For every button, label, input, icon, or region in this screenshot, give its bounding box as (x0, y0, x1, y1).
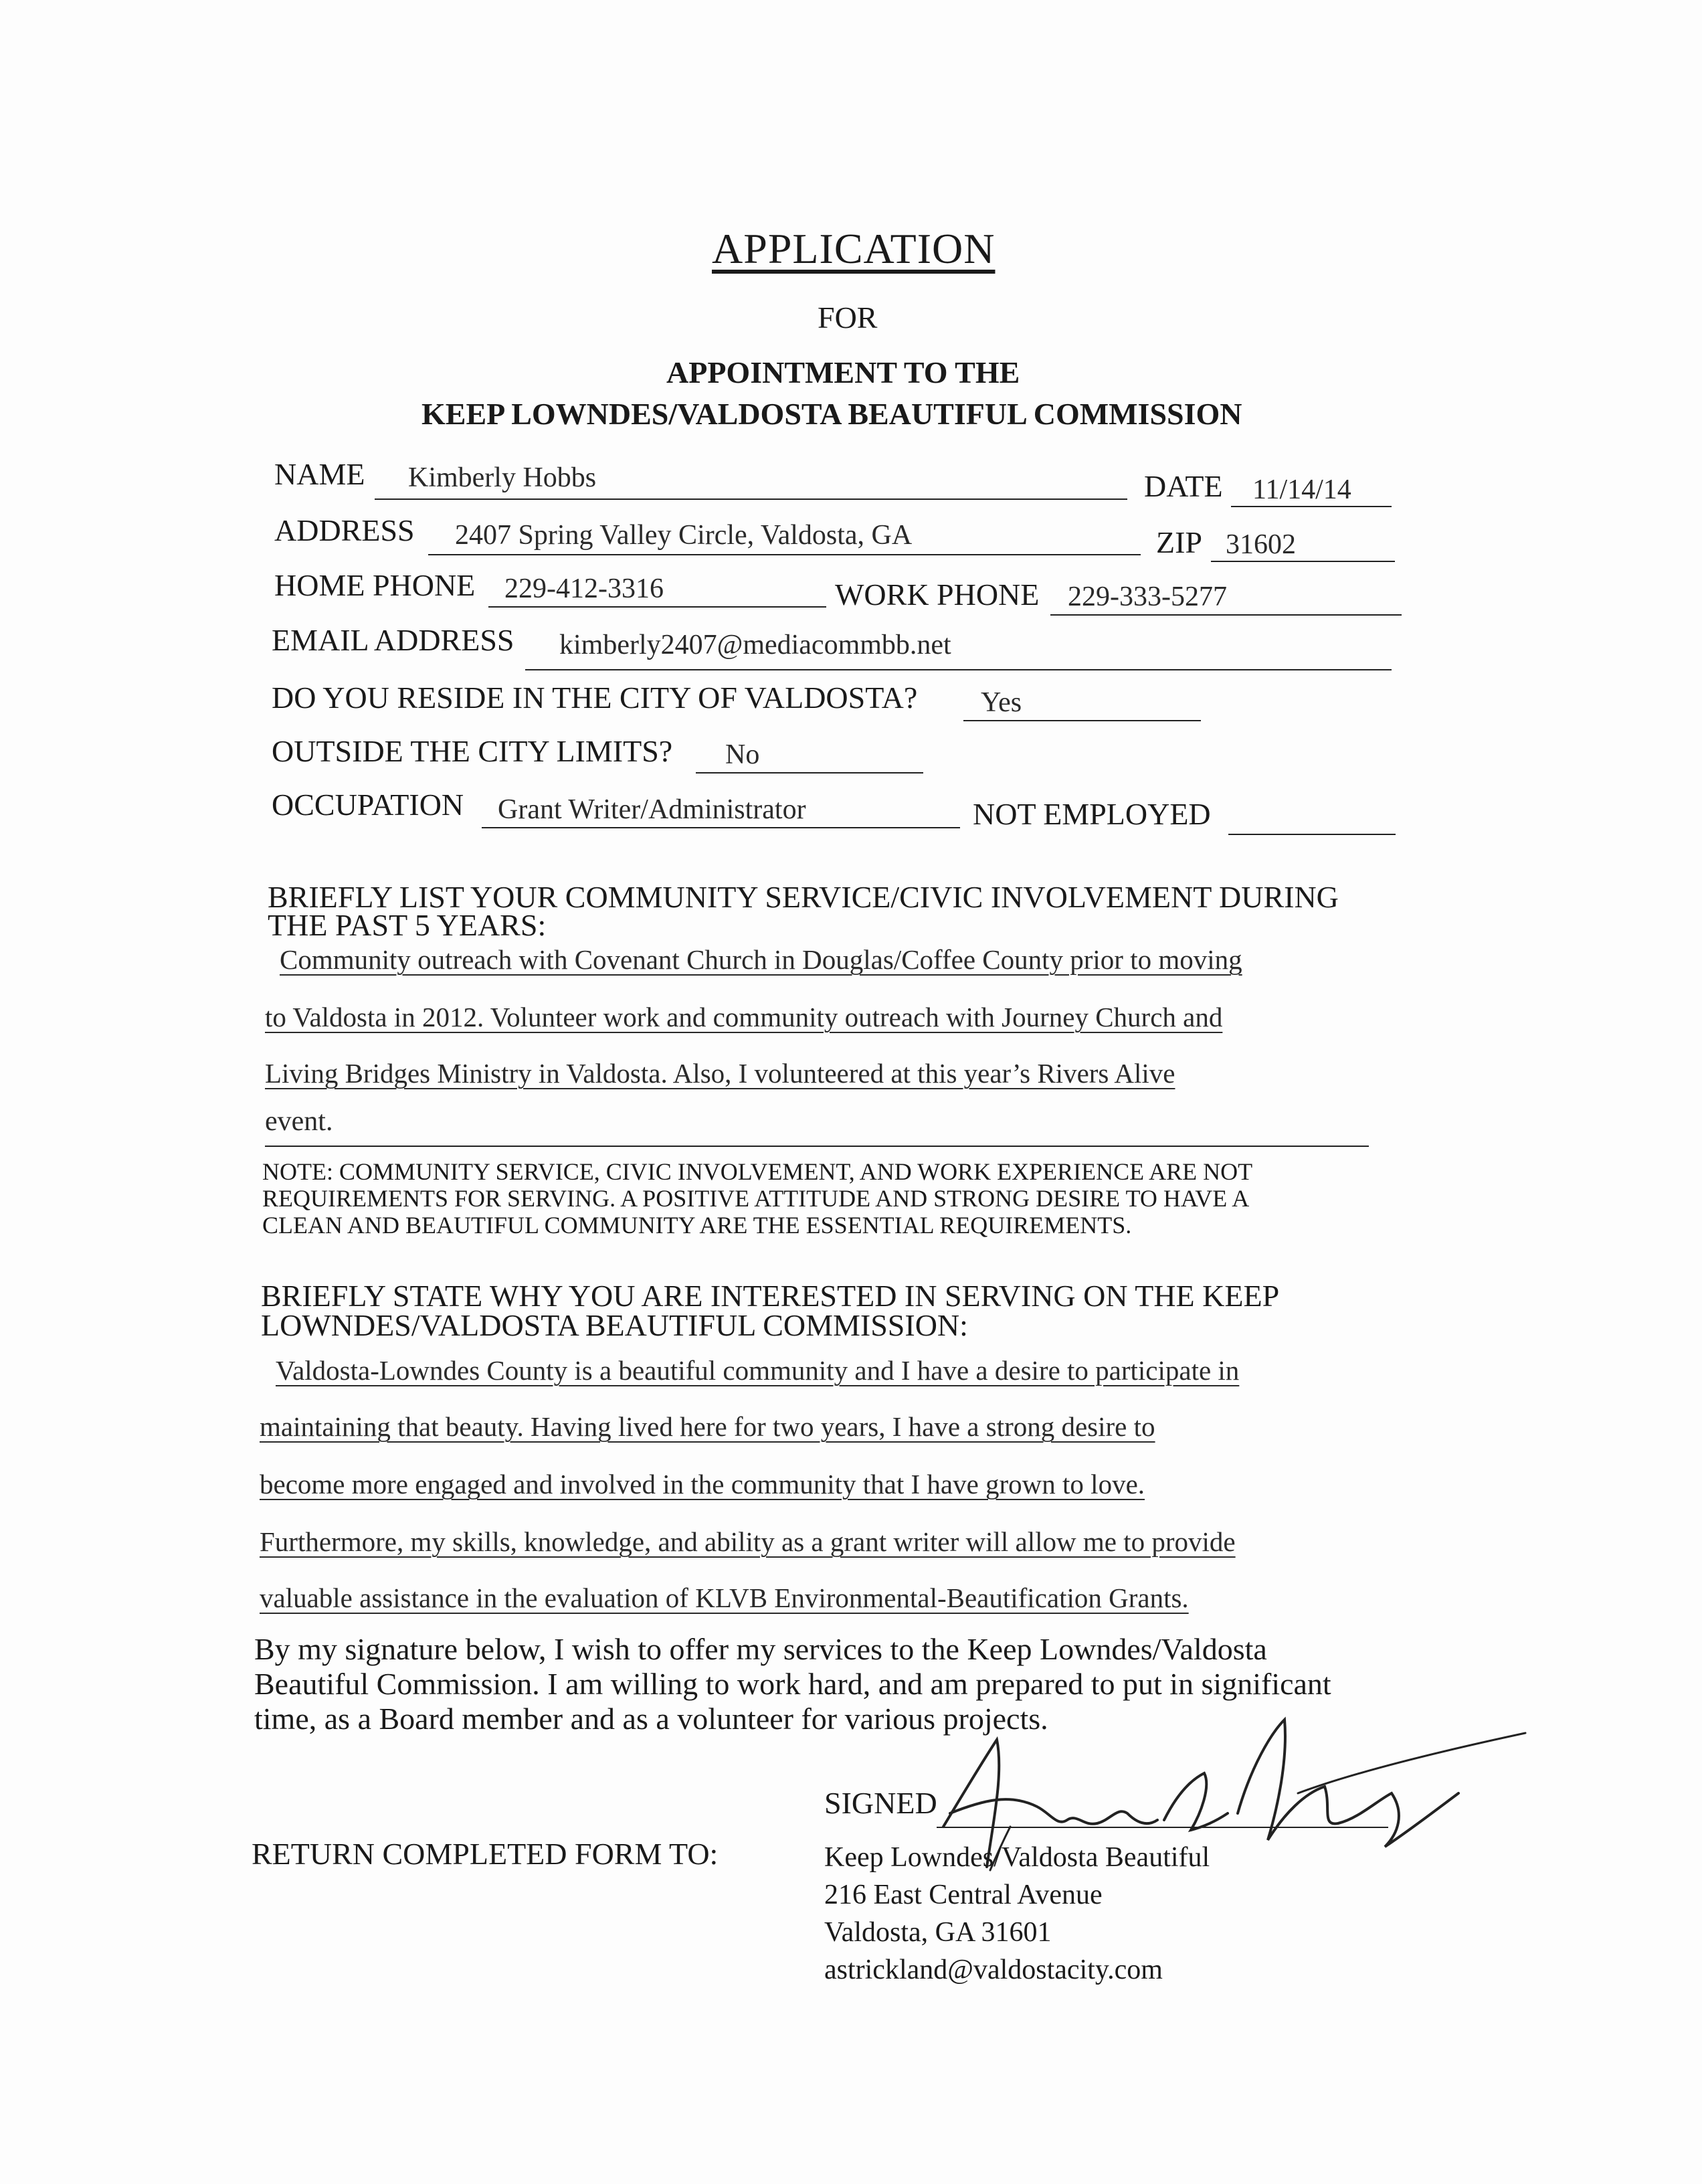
service-prompt-line1: BRIEFLY LIST YOUR COMMUNITY SERVICE/CIVIC INVOLVEMENT DURING (268, 880, 1339, 914)
return-label: RETURN COMPLETED FORM TO: (252, 1837, 719, 1871)
outside-line (696, 772, 923, 774)
not-employed-line (1228, 834, 1396, 835)
email-line (525, 669, 1392, 670)
address-value: 2407 Spring Valley Circle, Valdosta, GA (455, 520, 913, 551)
return-city: Valdosta, GA 31601 (824, 1917, 1052, 1948)
interest-answer-line3: become more engaged and involved in the community that I have grown to love. (260, 1469, 1145, 1499)
work-phone-line (1050, 614, 1402, 616)
name-label: NAME (274, 457, 365, 491)
form-heading-line2: KEEP LOWNDES/VALDOSTA BEAUTIFUL COMMISSION (421, 397, 1242, 431)
reside-label: DO YOU RESIDE IN THE CITY OF VALDOSTA? (272, 680, 918, 715)
work-phone-label: WORK PHONE (835, 577, 1040, 612)
name-value: Kimberly Hobbs (408, 462, 597, 493)
home-phone-label: HOME PHONE (274, 568, 476, 602)
zip-label: ZIP (1156, 525, 1202, 559)
reside-value: Yes (981, 687, 1022, 718)
return-street: 216 East Central Avenue (824, 1880, 1103, 1910)
interest-answer-line2: maintaining that beauty. Having lived here for two years, I have a strong desire to (260, 1411, 1155, 1442)
return-org: Keep Lowndes/Valdosta Beautiful (824, 1842, 1210, 1873)
service-answer-line4-rule (265, 1146, 1369, 1147)
date-label: DATE (1144, 469, 1223, 503)
note-line1: NOTE: COMMUNITY SERVICE, CIVIC INVOLVEMENT, AND WORK EXPERIENCE ARE NOT (262, 1158, 1253, 1185)
form-heading-line1: APPOINTMENT TO THE (666, 355, 1020, 389)
address-label: ADDRESS (274, 513, 415, 547)
occupation-value: Grant Writer/Administrator (498, 794, 806, 825)
service-answer-line2: to Valdosta in 2012. Volunteer work and community outreach with Journey Church and (265, 1002, 1223, 1032)
interest-answer-line5: valuable assistance in the evaluation of KLVB Environmental-Beautification Grants. (260, 1582, 1189, 1613)
email-value: kimberly2407@mediacommbb.net (559, 630, 951, 660)
service-answer-line1: Community outreach with Covenant Church in Douglas/Coffee County prior to moving (280, 944, 1242, 975)
interest-answer-line1: Valdosta-Lowndes County is a beautiful community and I have a desire to participate in (276, 1355, 1240, 1386)
reside-line (963, 720, 1201, 721)
zip-line (1211, 561, 1395, 562)
date-line (1231, 506, 1392, 507)
note-line2: REQUIREMENTS FOR SERVING. A POSITIVE ATTITUDE AND STRONG DESIRE TO HAVE A (262, 1185, 1250, 1212)
service-answer-line4: event. (265, 1106, 333, 1137)
return-email: astrickland@valdostacity.com (824, 1954, 1163, 1985)
outside-label: OUTSIDE THE CITY LIMITS? (272, 734, 673, 768)
home-phone-value: 229-412-3316 (504, 573, 664, 604)
occupation-label: OCCUPATION (272, 788, 464, 822)
signed-label: SIGNED (824, 1786, 937, 1820)
service-prompt-line2: THE PAST 5 YEARS: (268, 908, 547, 942)
interest-answer-line4: Furthermore, my skills, knowledge, and ability as a grant writer will allow me to provide (260, 1526, 1236, 1557)
email-label: EMAIL ADDRESS (272, 623, 514, 657)
declaration-line1: By my signature below, I wish to offer my services to the Keep Lowndes/Valdosta (254, 1632, 1267, 1666)
form-title: APPLICATION (712, 225, 996, 272)
date-value: 11/14/14 (1252, 474, 1351, 505)
work-phone-value: 229-333-5277 (1068, 581, 1227, 612)
declaration-line2: Beautiful Commission. I am willing to work hard, and am prepared to put in significant (254, 1667, 1331, 1701)
name-line (375, 498, 1127, 500)
occupation-line (482, 827, 960, 828)
interest-prompt-line1: BRIEFLY STATE WHY YOU ARE INTERESTED IN SERVING ON THE KEEP (261, 1279, 1280, 1313)
service-answer-line3: Living Bridges Ministry in Valdosta. Also, I volunteered at this year’s Rivers Alive (265, 1058, 1175, 1089)
not-employed-label: NOT EMPLOYED (973, 797, 1211, 831)
address-line (428, 554, 1141, 555)
declaration-line3: time, as a Board member and as a volunteer for various projects. (254, 1702, 1048, 1736)
form-for: FOR (818, 300, 878, 335)
zip-value: 31602 (1226, 529, 1296, 560)
note-line3: CLEAN AND BEAUTIFUL COMMUNITY ARE THE ESSENTIAL REQUIREMENTS. (262, 1212, 1132, 1239)
outside-value: No (725, 739, 760, 770)
home-phone-line (488, 606, 826, 608)
interest-prompt-line2: LOWNDES/VALDOSTA BEAUTIFUL COMMISSION: (261, 1308, 968, 1342)
